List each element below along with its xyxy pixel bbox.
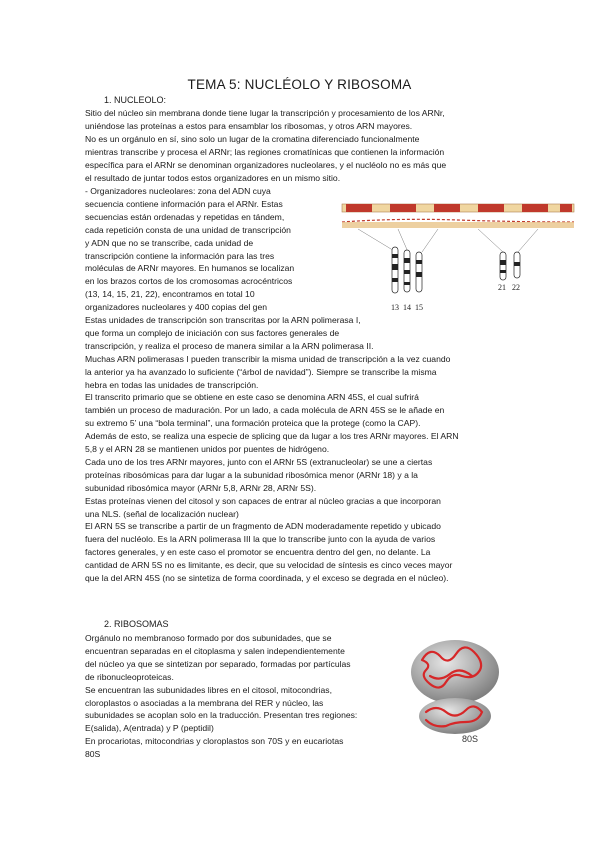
text-line: transcripción contiene la información para las tres bbox=[85, 250, 275, 261]
text-line: cada repetición consta de una unidad de transcripción bbox=[85, 224, 291, 235]
text-line: factores generales, y en este caso el promotor se encuentra dentro del gen, no delante. La bbox=[85, 547, 431, 558]
text-line: organizadores nucleolares y 400 copias del gen bbox=[85, 302, 268, 313]
text-line: secuencia contiene información para el ARNr. Estas bbox=[85, 198, 283, 209]
text-line: El ARN 5S se transcribe a partir de un fragmento de ADN moderadamente repetido y ubicado bbox=[85, 521, 441, 532]
chromosome-label-22: 22 bbox=[512, 283, 520, 292]
converging-lines bbox=[358, 229, 538, 252]
text-line: la anterior ya ha avanzado lo suficiente (“árbol de navidad”). Siempre se transcribe la misma bbox=[85, 366, 437, 377]
text-line: el resultado de juntar todos estos organizadores en un mismo sitio. bbox=[85, 172, 341, 183]
text-line: hebra en todas las unidades de transcripción. bbox=[85, 379, 259, 390]
chromosome-label-15: 15 bbox=[415, 303, 423, 312]
ribosome-label: 80S bbox=[462, 734, 479, 744]
page-title: TEMA 5: NUCLÉOLO Y RIBOSOMA bbox=[187, 77, 412, 92]
text-line: En procariotas, mitocondrias y cloroplastos son 70S y en eucariotas bbox=[85, 736, 344, 747]
text-line: que la del ARN 45S (no se sintetiza de forma coordinada, y el exceso se degrada en el núcleo). bbox=[85, 573, 449, 583]
text-line: Estas unidades de transcripción son transcritas por la ARN polimerasa I, bbox=[85, 315, 361, 325]
text-line: cloroplastos o asociadas a la membrana del RER y núcleo, las bbox=[85, 697, 324, 708]
text-line: Además de esto, se realiza una especie de splicing que da lugar a los tres ARNr mayores. El ARN bbox=[85, 431, 459, 442]
text-line: subunidades se acoplan solo en la traducción. Presentan tres regiones: bbox=[85, 710, 358, 721]
chromosome-label-21: 21 bbox=[498, 283, 506, 292]
chromosome-label-13: 13 bbox=[391, 303, 399, 312]
text-line: específica para el ARNr se denominan organizadores nucleolares, y el nucléolo no es más que bbox=[85, 159, 447, 170]
dna-tandem-repeats bbox=[342, 204, 574, 228]
text-line: que forma un complejo de iniciación con sus factores generales de bbox=[85, 327, 340, 338]
text-line: Cada uno de los tres ARNr mayores, junto con el ARNr 5S (extranucleolar) se une a ciertas bbox=[85, 456, 433, 467]
text-line: y ADN que no se transcribe, cada unidad de bbox=[85, 237, 254, 248]
text-line: transcripción, y realiza el proceso de manera similar a la ARN polimerasa II. bbox=[85, 340, 374, 351]
text-line: cantidad de ARN 5S no es limitante, es decir, que su velocidad de síntesis es cinco veces mayor bbox=[85, 560, 453, 571]
text-line: Se encuentran las subunidades libres en el citosol, mitocondrias, bbox=[85, 684, 332, 695]
text-line: (13, 14, 15, 21, 22), encontramos en total 10 bbox=[85, 289, 255, 300]
text-line: E(salida), A(entrada) y P (peptidil) bbox=[85, 723, 214, 734]
text-line: uniéndose las proteínas a estos para ensamblar los ribosomas, y otros ARN mayores. bbox=[85, 120, 413, 131]
text-line: del núcleo ya que se sintetizan por separado, formadas por partículas bbox=[85, 658, 351, 669]
text-line: moléculas de ARNr mayores. En humanos se localizan bbox=[85, 263, 295, 274]
section-heading-ribosomas: 2. RIBOSOMAS bbox=[104, 619, 169, 629]
text-line: - Organizadores nucleolares: zona del ADN cuya bbox=[85, 186, 271, 196]
text-line: Orgánulo no membranoso formado por dos subunidades, que se bbox=[85, 633, 332, 643]
text-line: Muchas ARN polimerasas I pueden transcribir la misma unidad de transcripción a la vez cuando bbox=[85, 353, 451, 364]
text-line: El transcrito primario que se obtiene en este caso se denomina ARN 45S, el cual sufrirá bbox=[85, 392, 419, 403]
nucleolar-organizer-figure bbox=[338, 192, 598, 322]
text-line: 5,8 y el ARN 28 se mantienen unidos por puentes de hidrógeno. bbox=[85, 444, 330, 454]
text-line: 80S bbox=[85, 749, 101, 760]
section-heading-nucleolo: 1. NUCLEOLO: bbox=[104, 95, 167, 105]
text-line: su extremo 5’ una “bola terminal”, una formación proteica que la protege (como la CAP). bbox=[85, 418, 421, 429]
text-line: subunidad ribosómica mayor (ARNr 5,8, ARNr 28, ARNr 5S). bbox=[85, 482, 317, 493]
text-line: una NLS. (señal de localización nuclear) bbox=[85, 508, 239, 519]
text-line: en los brazos cortos de los cromosomas acrocéntricos bbox=[85, 276, 293, 287]
text-line: de ribonucleoproteicas. bbox=[85, 671, 174, 682]
chromosome-label-14: 14 bbox=[403, 303, 411, 312]
text-line: fuera del nucléolo. Es la ARN polimerasa III la que lo transcribe junto con la ayuda de varios bbox=[85, 534, 436, 545]
text-line: secuencias están ordenadas y repetidas en tándem, bbox=[85, 211, 285, 222]
text-line: No es un orgánulo en sí, sino solo un lugar de la cromatina diferenciado funcionalmente bbox=[85, 133, 420, 144]
text-line: proteínas ribosómicas para dar lugar a la subunidad ribosómica menor (ARNr 18) y a la bbox=[85, 469, 418, 480]
ribosome-80s-figure bbox=[400, 636, 510, 746]
text-line: Estas proteínas vienen del citosol y son capaces de entrar al núcleo gracias a que incorporan bbox=[85, 495, 441, 506]
text-line: también un proceso de maduración. Por un lado, a cada molécula de ARN 45S se le añade en bbox=[85, 405, 445, 416]
text-line: mientras transcribe y procesa el ARNr; las regiones cromatínicas que contienen la información bbox=[85, 146, 445, 157]
text-line: encuentran separadas en el citoplasma y salen independientemente bbox=[85, 645, 345, 656]
text-line: Sitio del núcleo sin membrana donde tiene lugar la transcripción y procesamiento de los ARNr, bbox=[85, 108, 445, 118]
